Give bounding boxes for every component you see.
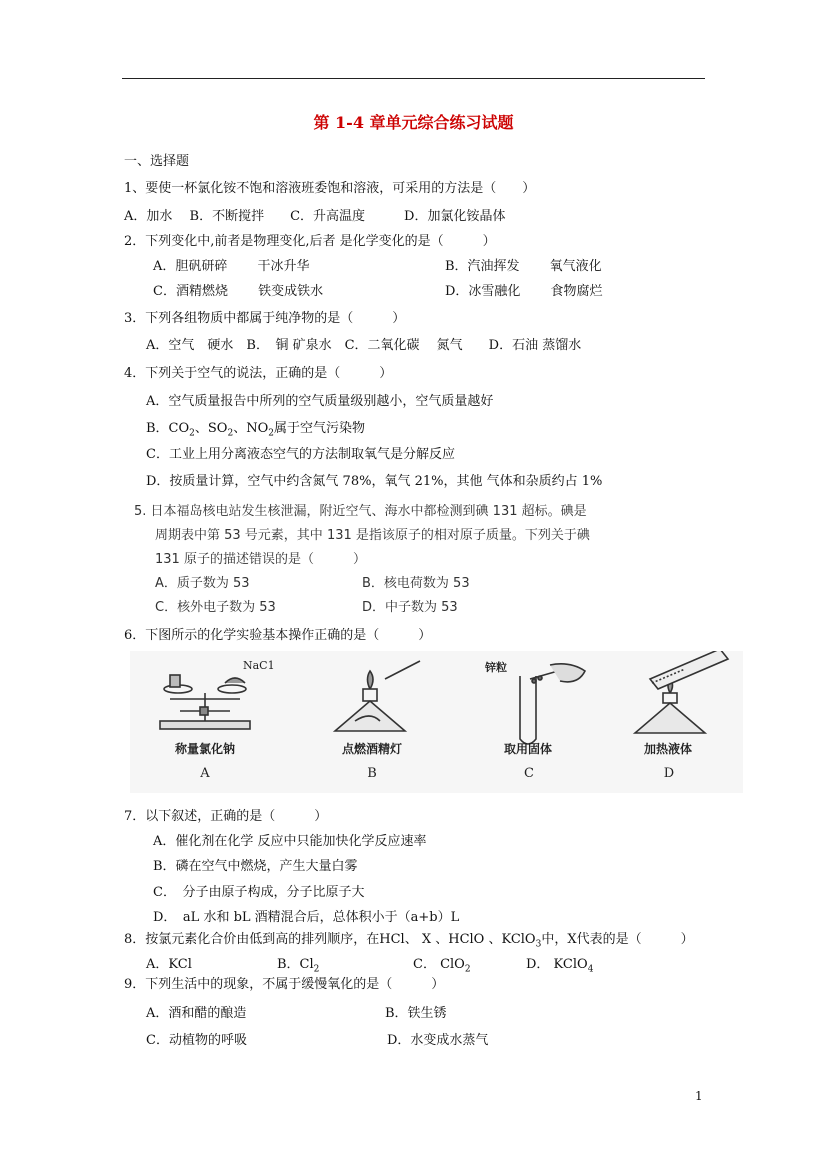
q8-option-a: A．KCl bbox=[146, 957, 192, 972]
caption-b: 点燃酒精灯 bbox=[341, 742, 402, 756]
caption-d: 加热液体 bbox=[643, 742, 692, 756]
q1-options: A．加水 B．不断搅拌 C．升高温度 D．加氯化铵晶体 bbox=[124, 209, 506, 224]
q9-option-c: C．动植物的呼吸 bbox=[146, 1033, 247, 1048]
q4-option-c: C．工业上用分离液态空气的方法制取氧气是分解反应 bbox=[146, 447, 455, 462]
q4-option-d: D．按质量计算，空气中约含氮气 78%，氧气 21%，其他 气体和杂质约占 1% bbox=[146, 474, 603, 489]
q9-option-d: D．水变成水蒸气 bbox=[387, 1033, 489, 1048]
test-tube-drawing bbox=[520, 664, 585, 744]
q2-option-b: B．汽油挥发 氧气液化 bbox=[445, 259, 602, 274]
q5-line-2: 周期表中第 53 号元素，其中 131 是指该原子的相对原子质量。下列关于碘 bbox=[155, 528, 590, 543]
lab-figure-illustration bbox=[130, 651, 743, 793]
lab-operations-figure bbox=[130, 651, 743, 793]
q5-option-c: C．核外电子数为 53 bbox=[155, 600, 276, 615]
q6-stem: 6．下图所示的化学实验基本操作正确的是（ ） bbox=[124, 628, 432, 643]
q7-option-a: A．催化剂在化学 反应中只能加快化学反应速率 bbox=[153, 834, 427, 849]
letter-d: D bbox=[663, 766, 675, 781]
section-heading: 一、选择题 bbox=[124, 154, 190, 169]
q4-option-a: A．空气质量报告中所列的空气质量级别越小，空气质量越好 bbox=[146, 394, 494, 409]
q4-stem: 4．下列关于空气的说法，正确的是（ ） bbox=[124, 366, 393, 381]
caption-c: 取用固体 bbox=[503, 742, 552, 756]
q4-option-b: B．$CO_2$、$SO_2$、$NO_2$属于空气污染物 bbox=[146, 421, 366, 439]
q8-option-d: D． KClO$_4$ bbox=[526, 957, 594, 975]
letter-b: B bbox=[367, 766, 377, 781]
letter-a: A bbox=[200, 766, 210, 781]
letter-c: C bbox=[524, 766, 534, 781]
q8-option-b: B．$Cl_2$ bbox=[277, 957, 320, 975]
q7-option-c: C． 分子由原子构成，分子比原子大 bbox=[153, 885, 365, 900]
q5-option-b: B．核电荷数为 53 bbox=[362, 576, 470, 591]
page-title: 第 1-4 章单元综合练习试题 bbox=[313, 113, 514, 132]
q9-option-b: B．铁生锈 bbox=[385, 1006, 447, 1021]
q8-stem: 8．按氯元素化合价由低到高的排列顺序，在HCl、 X 、HClO 、KClO$_3$中，X代表的是（ ） bbox=[124, 932, 694, 950]
nacl-label: NaC1 bbox=[243, 659, 275, 672]
q7-option-b: B．磷在空气中燃烧，产生大量白雾 bbox=[153, 859, 358, 874]
q2-stem: 2．下列变化中,前者是物理变化,后者 是化学变化的是（ ） bbox=[124, 234, 496, 249]
q2-option-d: D．冰雪融化 食物腐烂 bbox=[445, 284, 603, 299]
alcohol-lamp-drawing bbox=[335, 661, 420, 731]
q5-line-1: 5. 日本福岛核电站发生核泄漏，附近空气、海水中都检测到碘 131 超标。碘是 bbox=[134, 504, 587, 519]
q2-option-c: C．酒精燃烧 铁变成铁水 bbox=[153, 284, 324, 299]
heating-liquid-drawing bbox=[635, 651, 728, 733]
q5-option-d: D．中子数为 53 bbox=[362, 600, 458, 615]
caption-a: 称量氯化钠 bbox=[174, 742, 235, 756]
q5-line-3: 131 原子的描述错误的是（ ） bbox=[155, 552, 366, 567]
q9-stem: 9．下列生活中的现象，不属于缓慢氧化的是（ ） bbox=[124, 977, 445, 992]
q9-option-a: A．酒和醋的酿造 bbox=[146, 1006, 247, 1021]
q3-options: A．空气 硬水 B． 铜 矿泉水 C．二氧化碳 氮气 D．石油 蒸馏水 bbox=[146, 338, 582, 353]
q5-option-a: A．质子数为 53 bbox=[155, 576, 250, 591]
q8-option-c: C． ClO$_2$ bbox=[413, 957, 471, 975]
balance-drawing bbox=[160, 675, 250, 729]
zinc-label: 锌粒 bbox=[485, 661, 507, 674]
q3-stem: 3．下列各组物质中都属于纯净物的是（ ） bbox=[124, 311, 406, 326]
q1-stem: 1、要使一杯氯化铵不饱和溶液班委饱和溶液，可采用的方法是（ ） bbox=[124, 181, 536, 196]
page-number: 1 bbox=[695, 1089, 703, 1103]
q7-option-d: D． aL 水和 bL 酒精混合后，总体积小于（a+b）L bbox=[153, 910, 460, 925]
q7-stem: 7．以下叙述，正确的是（ ） bbox=[124, 809, 328, 824]
header-rule bbox=[122, 78, 705, 79]
q2-option-a: A．胆矾研碎 干冰升华 bbox=[153, 259, 310, 274]
